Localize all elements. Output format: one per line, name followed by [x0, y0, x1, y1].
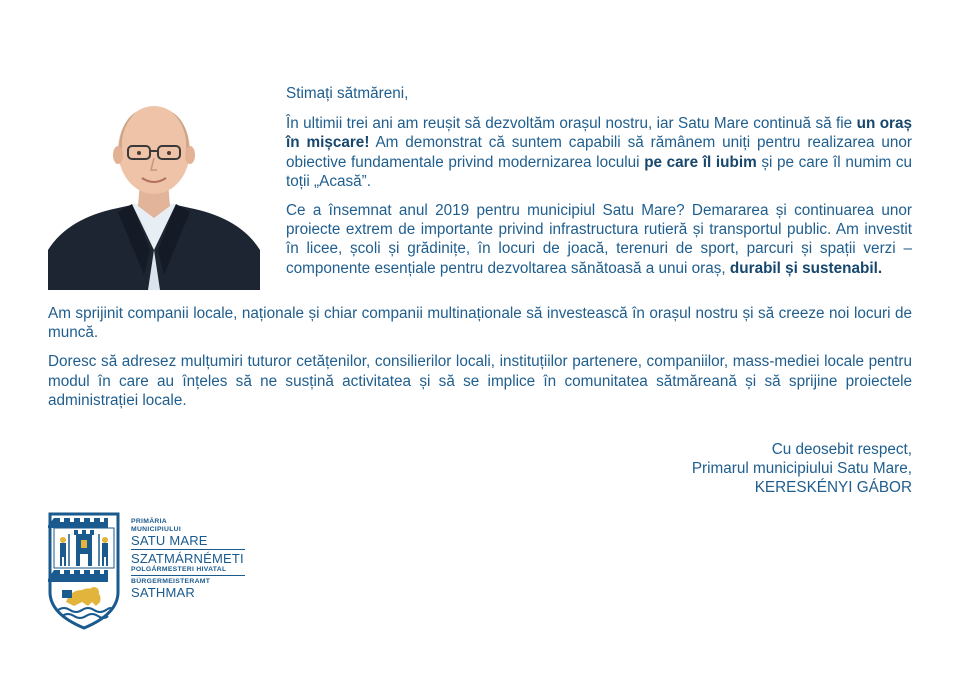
logo-line-sathmar: SATHMAR — [131, 585, 195, 600]
logo-line-szatmarnemeti: SZATMÁRNÉMETI — [131, 551, 244, 566]
signer-name: KERESKÉNYI GÁBOR — [754, 479, 912, 497]
logo-line-burgermeisteramt: BÜRGERMEISTERAMT — [131, 578, 211, 585]
p1-emphasis-moving-city: un oraș în mișcare! — [286, 115, 913, 152]
paragraph-1 — [286, 114, 912, 191]
p2-emphasis-sustainable: durabil și sustenabil. — [729, 259, 883, 277]
signer-role: Primarul municipiului Satu Mare, — [691, 460, 912, 478]
greeting: Stimați sătmăreni, — [286, 85, 409, 102]
city-hall-logo — [48, 510, 268, 630]
logo-line-polgarmesteri: POLGÁRMESTERI HIVATAL — [131, 566, 227, 573]
p1-text-a: În ultimii trei ani am reușit să dezvoltăm orașul nostru, iar Satu Mare continuă să fie — [286, 115, 857, 133]
portrait-illustration — [48, 100, 260, 290]
logo-line-primaria: PRIMĂRIA — [131, 518, 168, 525]
p1-text-c: Am demonstrat că suntem capabili să rămânem uniți pentru realizarea unor obiective fundamentale privind modernizarea locului — [286, 134, 912, 171]
logo-divider — [131, 549, 245, 550]
letter-body — [48, 304, 912, 420]
paragraph-3: Am sprijinit companii locale, naționale și chiar companii multinaționale să investească în orașul nostru și să creeze noi locuri de muncă. — [48, 305, 912, 342]
p2-text-a: Ce a însemnat anul 2019 pentru municipiul Satu Mare? Demararea și continuarea unor proiecte extrem de importante privind infrastructura rutieră și transportul public. Am investit în licee, școli și grădinițe, în locuri de joacă, terenuri de sport, parcuri și spații verzi – componente esențiale pentru dezvoltarea sănătoasă a unui oraș, — [286, 202, 912, 277]
coat-of-arms-icon — [48, 510, 120, 630]
closing: Cu deosebit respect, — [771, 441, 912, 458]
p1-emphasis-we-love: pe care îl iubim — [644, 153, 757, 171]
paragraph-2 — [286, 201, 912, 278]
paragraph-4: Doresc să adresez mulțumiri tuturor cetățenilor, consilierilor locali, instituțiilor partenere, companiilor, mass-mediei locale pentru modul în care au înțeles să ne susțină activitatea și să se implice în comunitatea sătmăreană și să sprijine proiectele administrației locale. — [48, 353, 912, 409]
signature-block — [692, 440, 912, 498]
p1-text-e: și pe care îl numim cu toții „Acasă”. — [286, 153, 913, 190]
letter-intro — [286, 84, 912, 288]
logo-wordmark — [131, 518, 245, 600]
logo-line-satu-mare: SATU MARE — [131, 533, 208, 548]
logo-line-municipiului: MUNICIPIULUI — [131, 526, 182, 533]
mayor-portrait — [48, 100, 260, 290]
logo-divider-2 — [131, 575, 245, 576]
